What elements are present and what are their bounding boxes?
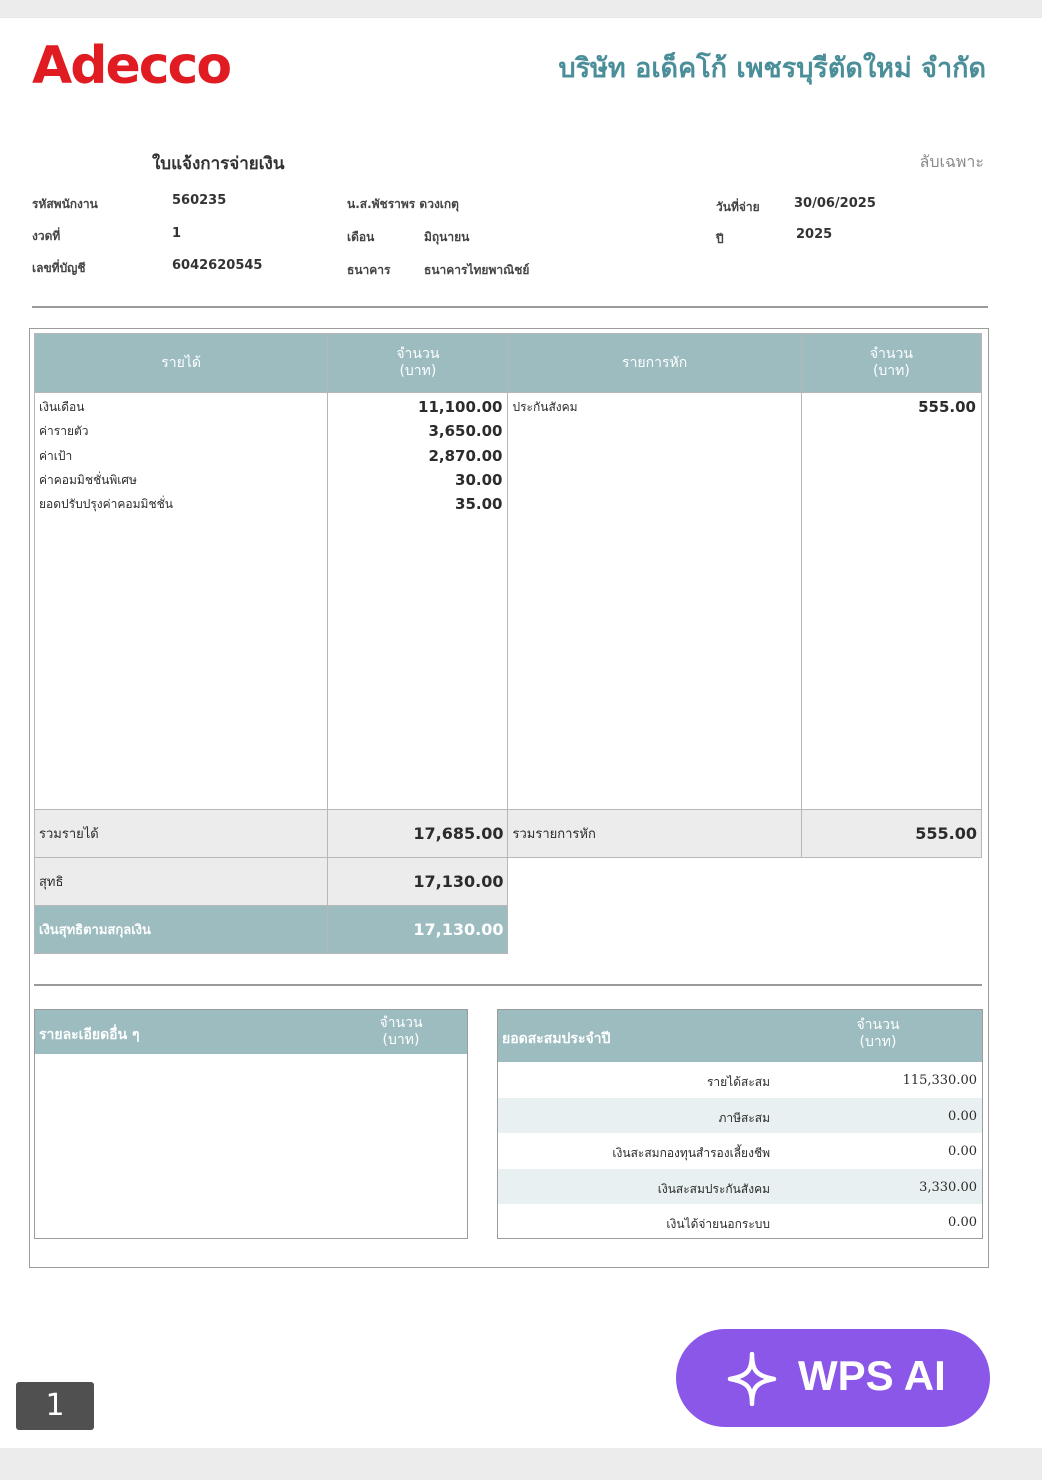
- amount-header-line1: จำนวน: [856, 1017, 900, 1033]
- employee-id-value: 560235: [172, 193, 227, 208]
- ytd-box: [497, 1009, 983, 1239]
- ytd-row-label: รายได้สะสม: [706, 1075, 770, 1089]
- bank-label: ธนาคาร: [347, 263, 391, 277]
- period-label: งวดที่: [32, 229, 61, 243]
- amount-header-line2: (บาท): [382, 1032, 420, 1048]
- income-labels: [35, 393, 328, 810]
- company-name: บริษัท อเด็คโก้ เพชรบุรีตัดใหม่ จำกัด: [558, 53, 986, 84]
- paydate-label: วันที่จ่าย: [716, 200, 760, 214]
- amount-header-line2: (บาท): [859, 1034, 897, 1050]
- ytd-amount-header: [830, 1017, 926, 1051]
- section-divider: [34, 984, 982, 986]
- ytd-row: [498, 1204, 982, 1240]
- deduct-header: รายการหัก: [508, 334, 801, 393]
- list-item: 555.00: [918, 398, 976, 416]
- confidential-label: ลับเฉพาะ: [919, 152, 984, 171]
- list-item: ค่าคอมมิชชั่นพิเศษ: [39, 472, 137, 487]
- deduct-values: [801, 393, 981, 810]
- ytd-row-label: ภาษีสะสม: [718, 1110, 770, 1125]
- ytd-row-value: 0.00: [948, 1108, 977, 1124]
- ytd-row-value: 0.00: [948, 1215, 977, 1230]
- earnings-deductions-table: [34, 333, 982, 954]
- list-item: 35.00: [455, 495, 503, 514]
- ytd-row-value: 0.00: [948, 1144, 977, 1159]
- ytd-header: [498, 1010, 982, 1062]
- page-number-indicator: 1: [16, 1382, 94, 1430]
- company-logo: Adecco: [32, 36, 231, 96]
- net-value: 17,130.00: [328, 858, 508, 906]
- net-currency-label: เงินสุทธิตามสกุลเงิน: [35, 906, 328, 954]
- ytd-row: [498, 1169, 982, 1205]
- total-income-value: 17,685.00: [328, 810, 508, 858]
- document-title: ใบแจ้งการจ่ายเงิน: [152, 154, 285, 174]
- document-page: [0, 17, 1042, 1448]
- net-label: สุทธิ: [35, 858, 328, 906]
- list-item: ยอดปรับปรุงค่าคอมมิชชั่น: [39, 497, 173, 512]
- ytd-row: [498, 1098, 982, 1134]
- list-item: 30.00: [455, 470, 503, 489]
- month-value: มิถุนายน: [424, 230, 470, 244]
- year-label: ปี: [716, 232, 724, 246]
- amount-header-line1: จำนวน: [869, 346, 913, 362]
- deduct-amount-header: [801, 334, 981, 393]
- ytd-title: ยอดสะสมประจำปี: [502, 1031, 611, 1047]
- list-item: 11,100.00: [418, 398, 503, 416]
- total-deduct-label: รวมรายการหัก: [508, 810, 801, 858]
- paydate-value: 30/06/2025: [794, 196, 876, 211]
- income-header: รายได้: [35, 334, 328, 393]
- deduct-labels: [508, 393, 801, 810]
- header-divider: [32, 306, 988, 308]
- account-label: เลขที่บัญชี: [32, 261, 86, 275]
- amount-header-line1: จำนวน: [396, 346, 440, 362]
- other-details-box: [34, 1009, 468, 1239]
- list-item: ค่ารายตัว: [39, 424, 89, 439]
- sparkle-icon: [726, 1352, 778, 1406]
- employee-name: น.ส.พัชราพร ดวงเกตุ: [347, 197, 459, 211]
- amount-header-line2: (บาท): [872, 363, 910, 379]
- account-value: 6042620545: [172, 258, 263, 273]
- employee-id-label: รหัสพนักงาน: [32, 197, 98, 211]
- other-details-header: [35, 1010, 467, 1054]
- total-income-label: รวมรายได้: [35, 810, 328, 858]
- ytd-row-label: เงินได้จ่ายนอกระบบ: [666, 1217, 770, 1231]
- total-deduct-value: 555.00: [801, 810, 981, 858]
- other-details-amount-header: [353, 1015, 449, 1049]
- ytd-row: [498, 1133, 982, 1169]
- bank-value: ธนาคารไทยพาณิชย์: [424, 263, 530, 277]
- ytd-row-label: เงินสะสมกองทุนสำรองเลี้ยงชีพ: [612, 1146, 770, 1160]
- ytd-row-value: 3,330.00: [919, 1179, 977, 1195]
- list-item: 3,650.00: [428, 422, 503, 441]
- list-item: เงินเดือน: [39, 400, 85, 414]
- wps-ai-button[interactable]: [676, 1329, 990, 1427]
- net-currency-value: 17,130.00: [328, 906, 508, 954]
- list-item: 2,870.00: [428, 446, 503, 465]
- payslip-body: [29, 328, 989, 1268]
- amount-header-line1: จำนวน: [379, 1015, 423, 1031]
- amount-header-line2: (บาท): [399, 363, 437, 379]
- ytd-row-label: เงินสะสมประกันสังคม: [657, 1181, 770, 1196]
- year-value: 2025: [796, 227, 833, 242]
- period-value: 1: [172, 226, 182, 241]
- wps-ai-label: WPS AI: [798, 1352, 946, 1399]
- ytd-row: [498, 1062, 982, 1098]
- other-details-title: รายละเอียดอื่น ๆ: [39, 1027, 140, 1043]
- list-item: ค่าเป้า: [39, 448, 73, 463]
- income-values: [328, 393, 508, 810]
- month-label: เดือน: [347, 230, 375, 244]
- income-amount-header: [328, 334, 508, 393]
- list-item: ประกันสังคม: [512, 400, 578, 414]
- ytd-row-value: 115,330.00: [902, 1073, 977, 1088]
